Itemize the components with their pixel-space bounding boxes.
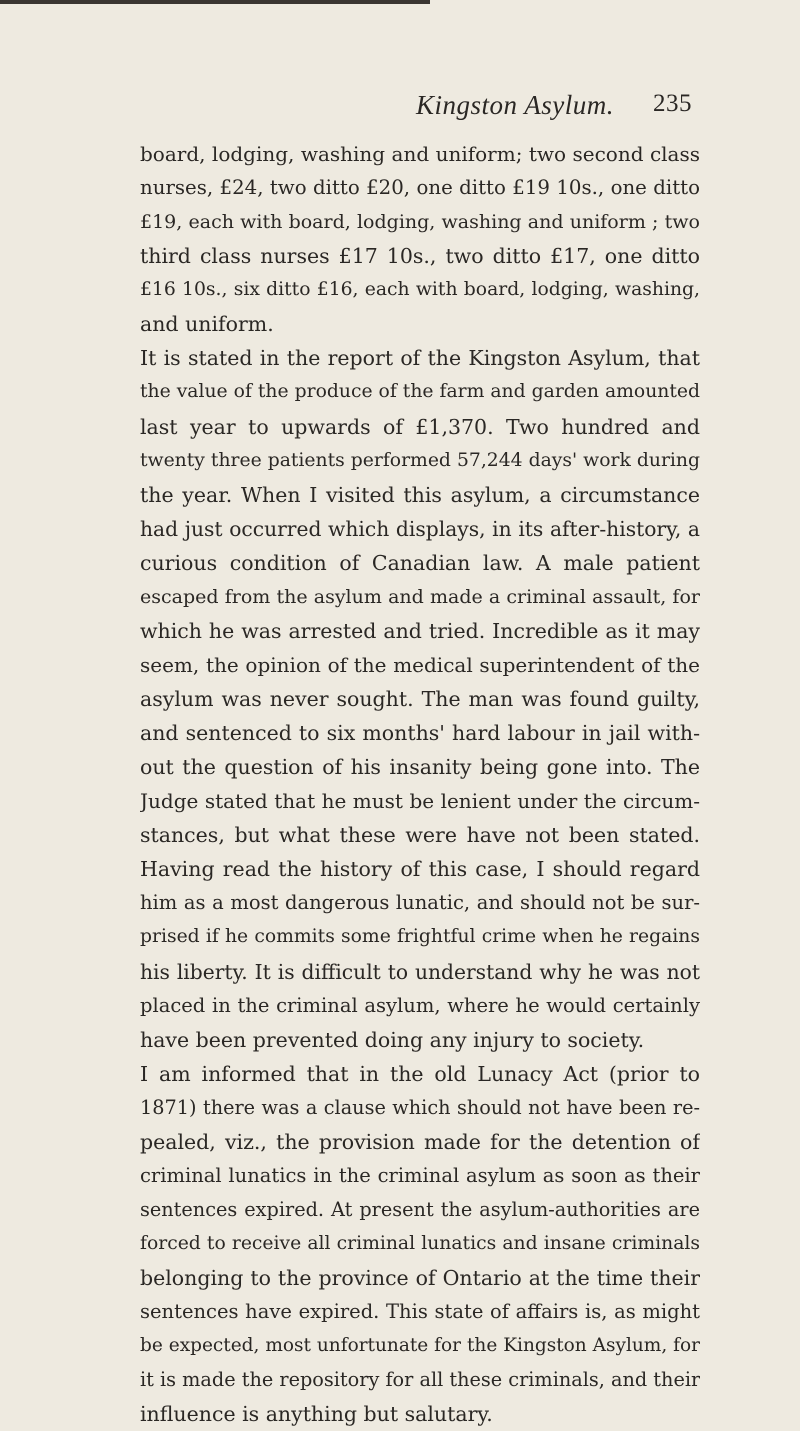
text-line: sentences have expired. This state of affairs is, as might (140, 1300, 700, 1324)
text-line: it is made the repository for all these criminals, and their (140, 1368, 700, 1392)
text-line: the value of the produce of the farm and garden amounted (140, 381, 700, 403)
text-line: and sentenced to six months' hard labour in jail with- (140, 721, 700, 746)
text-line: stances, but what these were have not been stated. (140, 823, 700, 848)
page-top-edge (0, 0, 430, 4)
text-line: Judge stated that he must be lenient under the circum- (140, 789, 700, 814)
text-line: seem, the opinion of the medical superintendent of the (140, 652, 700, 677)
text-line: last year to upwards of £1,370. Two hundred and (140, 414, 700, 439)
body-text (140, 137, 700, 1431)
text-line: twenty three patients performed 57,244 days' work during (140, 449, 700, 471)
text-line: him as a most dangerous lunatic, and should not be sur- (140, 891, 700, 915)
text-line: I am informed that in the old Lunacy Act (prior to (140, 1061, 700, 1086)
text-line: It is stated in the report of the Kingston Asylum, that (140, 346, 700, 371)
text-line: 1871) there was a clause which should not have been re- (140, 1095, 700, 1119)
text-line: £19, each with board, lodging, washing and uniform ; two (140, 211, 700, 234)
running-title: Kingston Asylum. (416, 90, 615, 120)
text-line: the year. When I visited this asylum, a circumstance (140, 482, 700, 507)
text-line: curious condition of Canadian law. A male patient (140, 550, 700, 575)
text-line: prised if he commits some frightful crime when he regains (140, 926, 700, 948)
text-line: forced to receive all criminal lunatics and insane criminals (140, 1233, 700, 1254)
text-line: out the question of his insanity being gone into. The (140, 755, 700, 780)
text-line: £16 10s., six ditto £16, each with board, lodging, washing, (140, 279, 700, 301)
text-line: which he was arrested and tried. Incredible as it may (140, 618, 700, 643)
text-line: his liberty. It is difficult to understand why he was not (140, 959, 700, 984)
text-line: third class nurses £17 10s., two ditto £17, one ditto (140, 244, 700, 269)
text-line: influence is anything but salutary. (140, 1402, 493, 1427)
running-header (0, 90, 800, 130)
text-line: board, lodging, washing and uniform; two second class (140, 142, 700, 166)
text-line: escaped from the asylum and made a criminal assault, for (140, 585, 700, 608)
text-line: placed in the criminal asylum, where he would certainly (140, 993, 700, 1017)
page-number: 235 (653, 90, 692, 117)
text-line: criminal lunatics in the criminal asylum as soon as their (140, 1163, 700, 1187)
text-line: belonging to the province of Ontario at the time their (140, 1266, 700, 1291)
text-line: had just occurred which displays, in its after-history, a (140, 516, 700, 541)
text-line: nurses, £24, two ditto £20, one ditto £19 10s., one ditto (140, 176, 700, 200)
text-line: Having read the history of this case, I should regard (140, 857, 700, 882)
text-line: sentences expired. At present the asylum-authorities are (140, 1197, 700, 1221)
text-line: pealed, viz., the provision made for the detention of (140, 1129, 700, 1154)
text-line: asylum was never sought. The man was found guilty, (140, 687, 700, 711)
text-line: and uniform. (140, 312, 274, 337)
text-line: be expected, most unfortunate for the Kingston Asylum, for (140, 1335, 700, 1357)
text-line: have been prevented doing any injury to society. (140, 1027, 645, 1052)
